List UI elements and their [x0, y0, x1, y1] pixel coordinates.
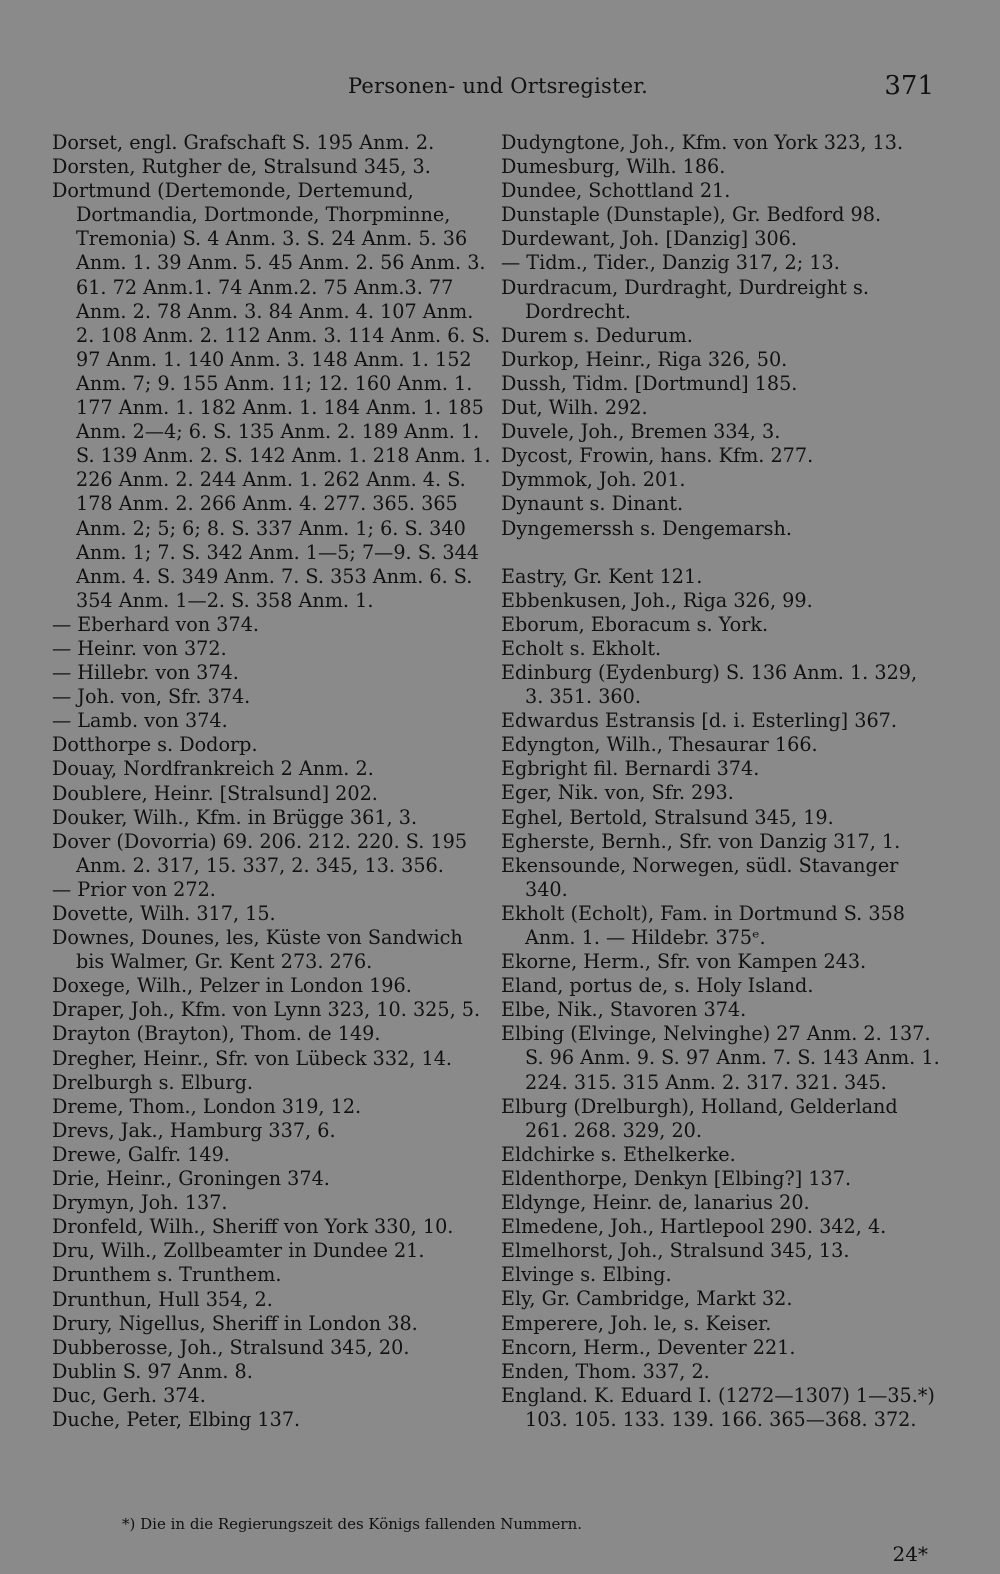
index-entry: Drevs, Jak., Hamburg 337, 6.: [52, 1118, 336, 1142]
index-entry: Duc, Gerh. 374.: [52, 1383, 206, 1407]
index-entry: Encorn, Herm., Deventer 221.: [501, 1335, 796, 1359]
index-entry: Drie, Heinr., Groningen 374.: [52, 1167, 330, 1191]
index-entry: Ebbenkusen, Joh., Riga 326, 99.: [501, 588, 813, 612]
index-entry: Dover (Dovorria) 69. 206. 212. 220. S. 195 Anm. 2. 317, 15. 337, 2. 345, 13. 356.: [52, 829, 468, 877]
index-entry: Draper, Joh., Kfm. von Lynn 323, 10. 325, 5.: [52, 998, 481, 1022]
index-entry: Dyngemerssh s. Dengemarsh.: [501, 516, 792, 540]
index-entry: Dut, Wilh. 292.: [501, 396, 648, 420]
index-entry: Drunthun, Hull 354, 2.: [52, 1287, 273, 1311]
index-entry: Ely, Gr. Cambridge, Markt 32.: [501, 1287, 793, 1311]
index-entry: Eghel, Bertold, Stralsund 345, 19.: [501, 805, 834, 829]
index-entry: Eldenthorpe, Denkyn [Elbing?] 137.: [501, 1166, 852, 1190]
index-entry: — Heinr. von 372.: [52, 636, 227, 660]
index-entry: Dru, Wilh., Zollbeamter in Dundee 21.: [52, 1239, 425, 1263]
index-entry: Duche, Peter, Elbing 137.: [52, 1407, 301, 1431]
index-entry: Dudyngtone, Joh., Kfm. von York 323, 13.: [501, 131, 904, 154]
index-entry: Dregher, Heinr., Sfr. von Lübeck 332, 14.: [52, 1046, 453, 1070]
index-entry: Dubberosse, Joh., Stralsund 345, 20.: [52, 1335, 410, 1359]
index-entry: England. K. Eduard I. (1272—1307) 1—35.*) 103. 105. 133. 139. 166. 365—368. 372.: [501, 1383, 935, 1431]
index-entry: Eldchirke s. Ethelkerke.: [501, 1142, 736, 1166]
index-entry: Elvinge s. Elbing.: [501, 1263, 672, 1287]
index-entry: Drayton (Brayton), Thom. de 149.: [52, 1022, 381, 1046]
index-entry: Elmedene, Joh., Hartlepool 290. 342, 4.: [501, 1215, 887, 1239]
index-entry: Eldynge, Heinr. de, lanarius 20.: [501, 1191, 810, 1215]
index-entry: Edyngton, Wilh., Thesaurar 166.: [501, 733, 818, 757]
page-header: [0, 71, 1000, 108]
index-entry: Elbing (Elvinge, Nelvinghe) 27 Anm. 2. 137. S. 96 Anm. 9. S. 97 Anm. 7. S. 143 Anm. 1. 224. 315. 315 Anm. 2. 317. 321. 345.: [501, 1022, 940, 1094]
index-entry: Downes, Dounes, les, Küste von Sandwich bis Walmer, Gr. Kent 273. 276.: [52, 926, 463, 974]
index-entry: Durdewant, Joh. [Danzig] 306.: [501, 227, 797, 251]
index-entry: Durem s. Dedurum.: [501, 323, 693, 347]
index-entry: — Joh. von, Sfr. 374.: [52, 685, 251, 709]
index-entry: Durdracum, Durdraght, Durdreight s. Dordrecht.: [501, 275, 869, 323]
index-entry: Dumesburg, Wilh. 186.: [501, 155, 726, 179]
index-entry: Drelburgh s. Elburg.: [52, 1070, 253, 1094]
index-entry: Durkop, Heinr., Riga 326, 50.: [501, 347, 788, 371]
index-entry: Ekorne, Herm., Sfr. von Kampen 243.: [501, 950, 867, 974]
index-entry: Eland, portus de, s. Holy Island.: [501, 974, 814, 998]
index-entry: Dortmund (Dertemonde, Dertemund, Dortmandia, Dortmonde, Thorpminne, Tremonia) S. 4 Anm. 3. S. 24 Anm. 5. 36 Anm. 1. 39 Anm. 5. 45 Anm. 2. 56 Anm. 3. 61. 72 Anm.1. 74 Anm.2. 75 Anm.3. 77 Anm. 2. 78 Anm. 3. 84 Anm. 4. 107 Anm. 2. 108 Anm. 2. 112 Anm. 3. 114 Anm. 6. S. 97 Anm. 1. 140 Anm. 3. 148 Anm. 1. 152 Anm. 7; 9. 155 Anm. 11; 12. 160 Anm. 1. 177 Anm. 1. 182 Anm. 1. 184 Anm. 1. 185 Anm. 2—4; 6. S. 135 Anm. 2. 189 Anm. 1. S. 139 Anm. 2. S. 142 Anm. 1. 218 Anm. 1. 226 Anm. 2. 244 Anm. 1. 262 Anm. 4. S. 178 Anm. 2. 266 Anm. 4. 277. 365. 365 Anm. 2; 5; 6; 8. S. 337 Anm. 1; 6. S. 340 Anm. 1; 7. S. 342 Anm. 1—5; 7—9. S. 344 Anm. 4. S. 349 Anm. 7. S. 353 Anm. 6. S. 354 Anm. 1—2. S. 358 Anm. 1.: [52, 179, 491, 612]
index-entry: Ekholt (Echolt), Fam. in Dortmund S. 358 Anm. 1. — Hildebr. 375ᵉ.: [501, 901, 905, 949]
index-entry: Eborum, Eboracum s. York.: [501, 612, 769, 636]
index-entry: — Prior von 272.: [52, 877, 216, 901]
index-entry: Dussh, Tidm. [Dortmund] 185.: [501, 371, 798, 395]
index-entry: Drewe, Galfr. 149.: [52, 1142, 230, 1166]
index-entry: Dovette, Wilh. 317, 15.: [52, 902, 276, 925]
index-entry: Drunthem s. Trunthem.: [52, 1263, 282, 1287]
index-entry: Elmelhorst, Joh., Stralsund 345, 13.: [501, 1239, 850, 1263]
index-entry: Eger, Nik. von, Sfr. 293.: [501, 781, 734, 805]
index-entry: Dorsten, Rutgher de, Stralsund 345, 3.: [52, 155, 431, 179]
index-column-right: [501, 131, 941, 1432]
running-title: Personen- und Ortsregister.: [348, 74, 649, 98]
index-entry: — Eberhard von 374.: [52, 612, 260, 636]
index-entry: Dorset, engl. Grafschaft S. 195 Anm. 2.: [52, 131, 435, 154]
index-entry: Eastry, Gr. Kent 121.: [501, 564, 703, 588]
index-entry: — Lamb. von 374.: [52, 709, 228, 733]
index-entry: Dreme, Thom., London 319, 12.: [52, 1094, 362, 1118]
index-entry: Dundee, Schottland 21.: [501, 179, 731, 203]
index-entry: Emperere, Joh. le, s. Keiser.: [501, 1311, 772, 1335]
index-entry: Edinburg (Eydenburg) S. 136 Anm. 1. 329, 3. 351. 360.: [501, 660, 918, 709]
index-entry: Egbright fil. Bernardi 374.: [501, 757, 760, 781]
index-entry: Dronfeld, Wilh., Sheriff von York 330, 10.: [52, 1215, 454, 1239]
index-entry: Ekensounde, Norwegen, südl. Stavanger 340.: [501, 853, 899, 901]
index-entry: Dotthorpe s. Dodorp.: [52, 733, 258, 757]
index-entry: Egherste, Bernh., Sfr. von Danzig 317, 1.: [501, 829, 901, 853]
index-entry: Drymyn, Joh. 137.: [52, 1191, 228, 1215]
index-entry: Enden, Thom. 337, 2.: [501, 1359, 710, 1383]
footnote: *) Die in die Regierungszeit des Königs fallenden Nummern.: [122, 1515, 583, 1533]
index-entry: Duvele, Joh., Bremen 334, 3.: [501, 420, 781, 444]
index-entry: Dunstaple (Dunstaple), Gr. Bedford 98.: [501, 203, 882, 227]
index-entry: Elbe, Nik., Stavoren 374.: [501, 998, 747, 1022]
page-number: 371: [884, 71, 934, 101]
index-entry: Drury, Nigellus, Sheriff in London 38.: [52, 1311, 418, 1335]
index-entry: Elburg (Drelburgh), Holland, Gelderland 261. 268. 329, 20.: [501, 1094, 898, 1142]
index-entry: Douker, Wilh., Kfm. in Brügge 361, 3.: [52, 805, 418, 829]
index-entry: — Hillebr. von 374.: [52, 661, 239, 685]
index-entry: Dymmok, Joh. 201.: [501, 468, 686, 492]
index-entry: Dynaunt s. Dinant.: [501, 492, 684, 516]
index-entry: Doublere, Heinr. [Stralsund] 202.: [52, 781, 378, 805]
index-entry: Doxege, Wilh., Pelzer in London 196.: [52, 974, 412, 998]
index-entry: Dublin S. 97 Anm. 8.: [52, 1359, 253, 1383]
index-column-left: [52, 131, 492, 1432]
index-entry: Echolt s. Ekholt.: [501, 636, 662, 660]
signature-mark: 24*: [892, 1542, 928, 1566]
index-entry: Douay, Nordfrankreich 2 Anm. 2.: [52, 757, 374, 781]
index-entry: Dycost, Frowin, hans. Kfm. 277.: [501, 444, 814, 468]
index-entry: Edwardus Estransis [d. i. Esterling] 367.: [501, 709, 897, 733]
index-entry: — Tidm., Tider., Danzig 317, 2; 13.: [501, 251, 840, 275]
